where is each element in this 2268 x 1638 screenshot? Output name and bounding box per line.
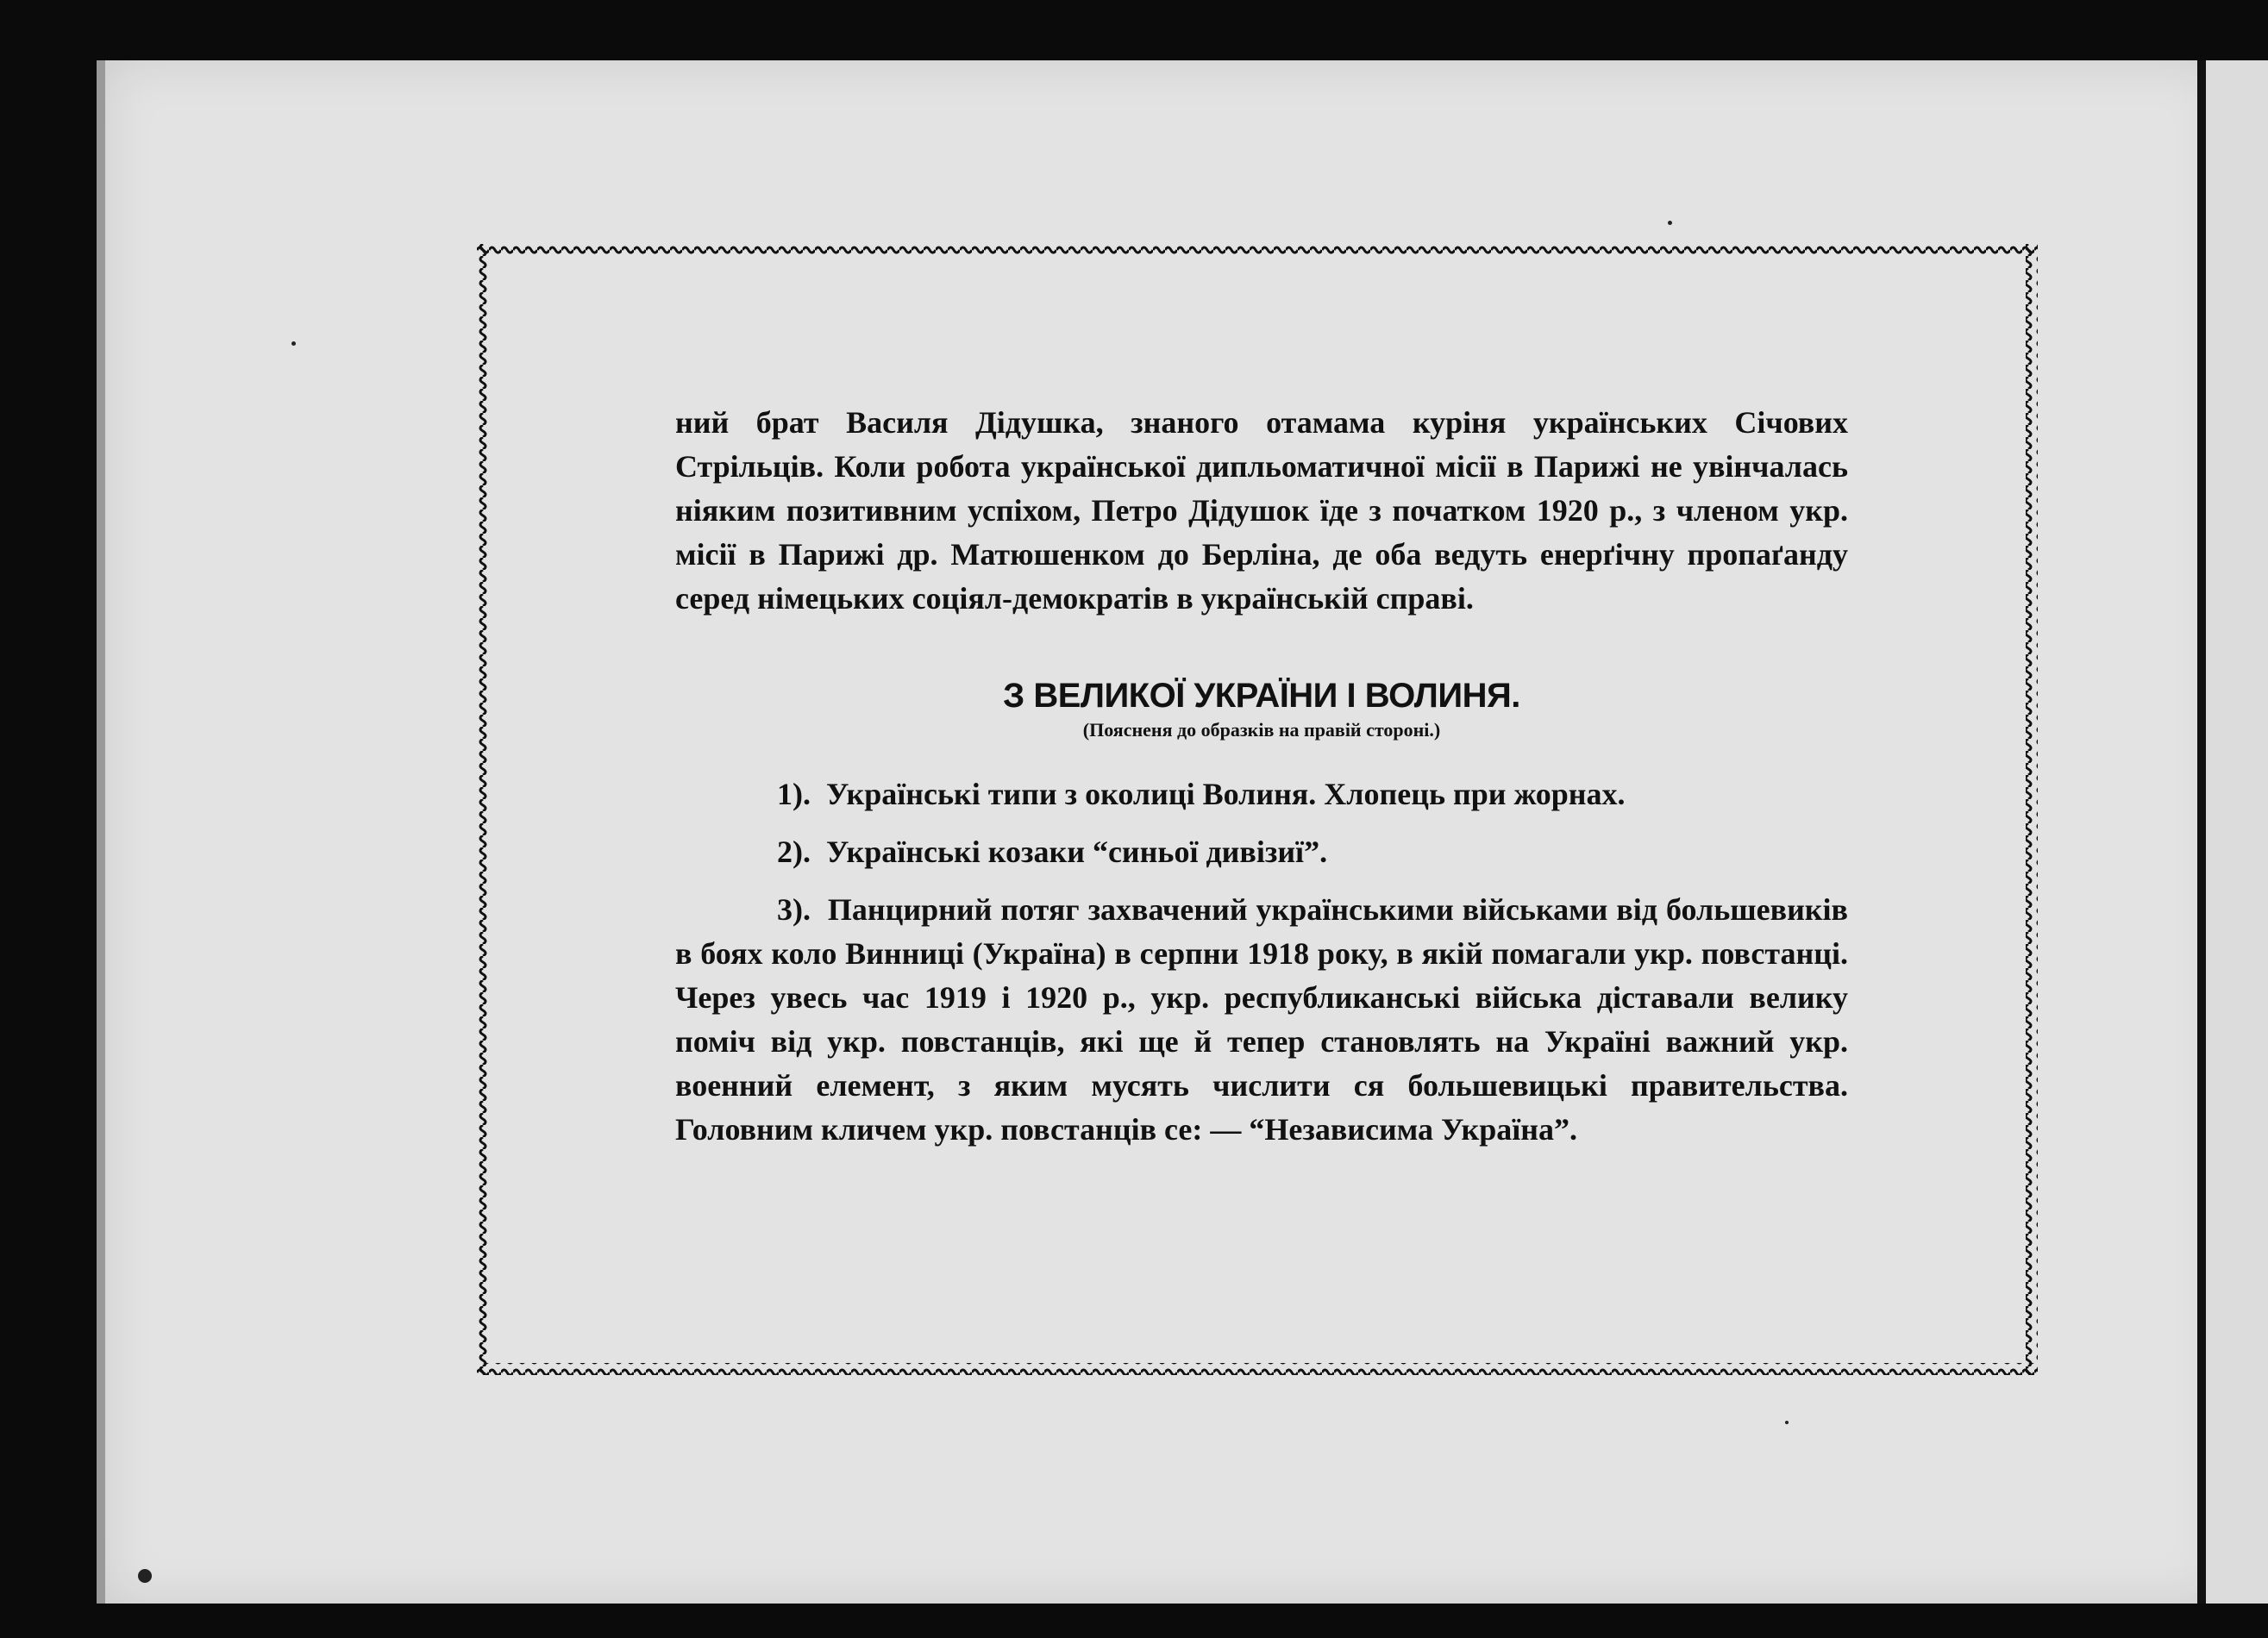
scan-speck — [1668, 221, 1672, 225]
scan-speck — [1785, 1421, 1789, 1424]
scan-speck — [291, 341, 296, 346]
item-number: 1). — [777, 777, 811, 811]
page-gutter — [2197, 60, 2206, 1604]
page-text — [675, 401, 1848, 1166]
item-text: Українські типи з околиці Волиня. Хлопець при жорнах. — [826, 777, 1626, 811]
item-number: 2). — [777, 835, 811, 869]
list-item — [675, 830, 1848, 874]
item-text: Українські козаки “синьої дивізиї”. — [826, 835, 1328, 869]
list-item — [675, 888, 1848, 1152]
scan-speck — [138, 1569, 152, 1583]
item-number: 3). — [777, 892, 811, 927]
continuation-paragraph: ний брат Василя Дідушка, знаного отамама куріня українських Січових Стрільців. Коли робота української дипльоматичної місії в Парижі не увінчалась ніяким позитивним успіхом, Петро Дідушок їде з початком 1920 р., з членом укр. місії в Парижі др. Матюшенком до Берліна, де оба ведуть енерґічну пропаґанду серед німецьких соціял-демократів в українській справі. — [675, 405, 1848, 616]
adjacent-page-edge — [2206, 60, 2268, 1604]
section-subtitle: (Поясненя до образків на правій стороні.) — [1082, 719, 1441, 741]
list-item — [675, 772, 1848, 816]
item-text: Панцирний потяг захвачений українськими військами від большевиків в боях коло Винниці (Україна) в серпни 1918 року, в якій помагали укр. повстанці. Через увесь час 1919 і 1920 р., укр. республиканські війська діставали велику поміч від укр. повстанців, які ще й тепер становлять на Україні важний укр. военний елемент, з яким мусять числити ся большевицькі правительства. Головним кличем укр. повстанців се: — “Независима Україна”. — [675, 892, 1848, 1147]
section-title: З ВЕЛИКОЇ УКРАЇНИ І ВОЛИНЯ. — [1003, 677, 1520, 715]
